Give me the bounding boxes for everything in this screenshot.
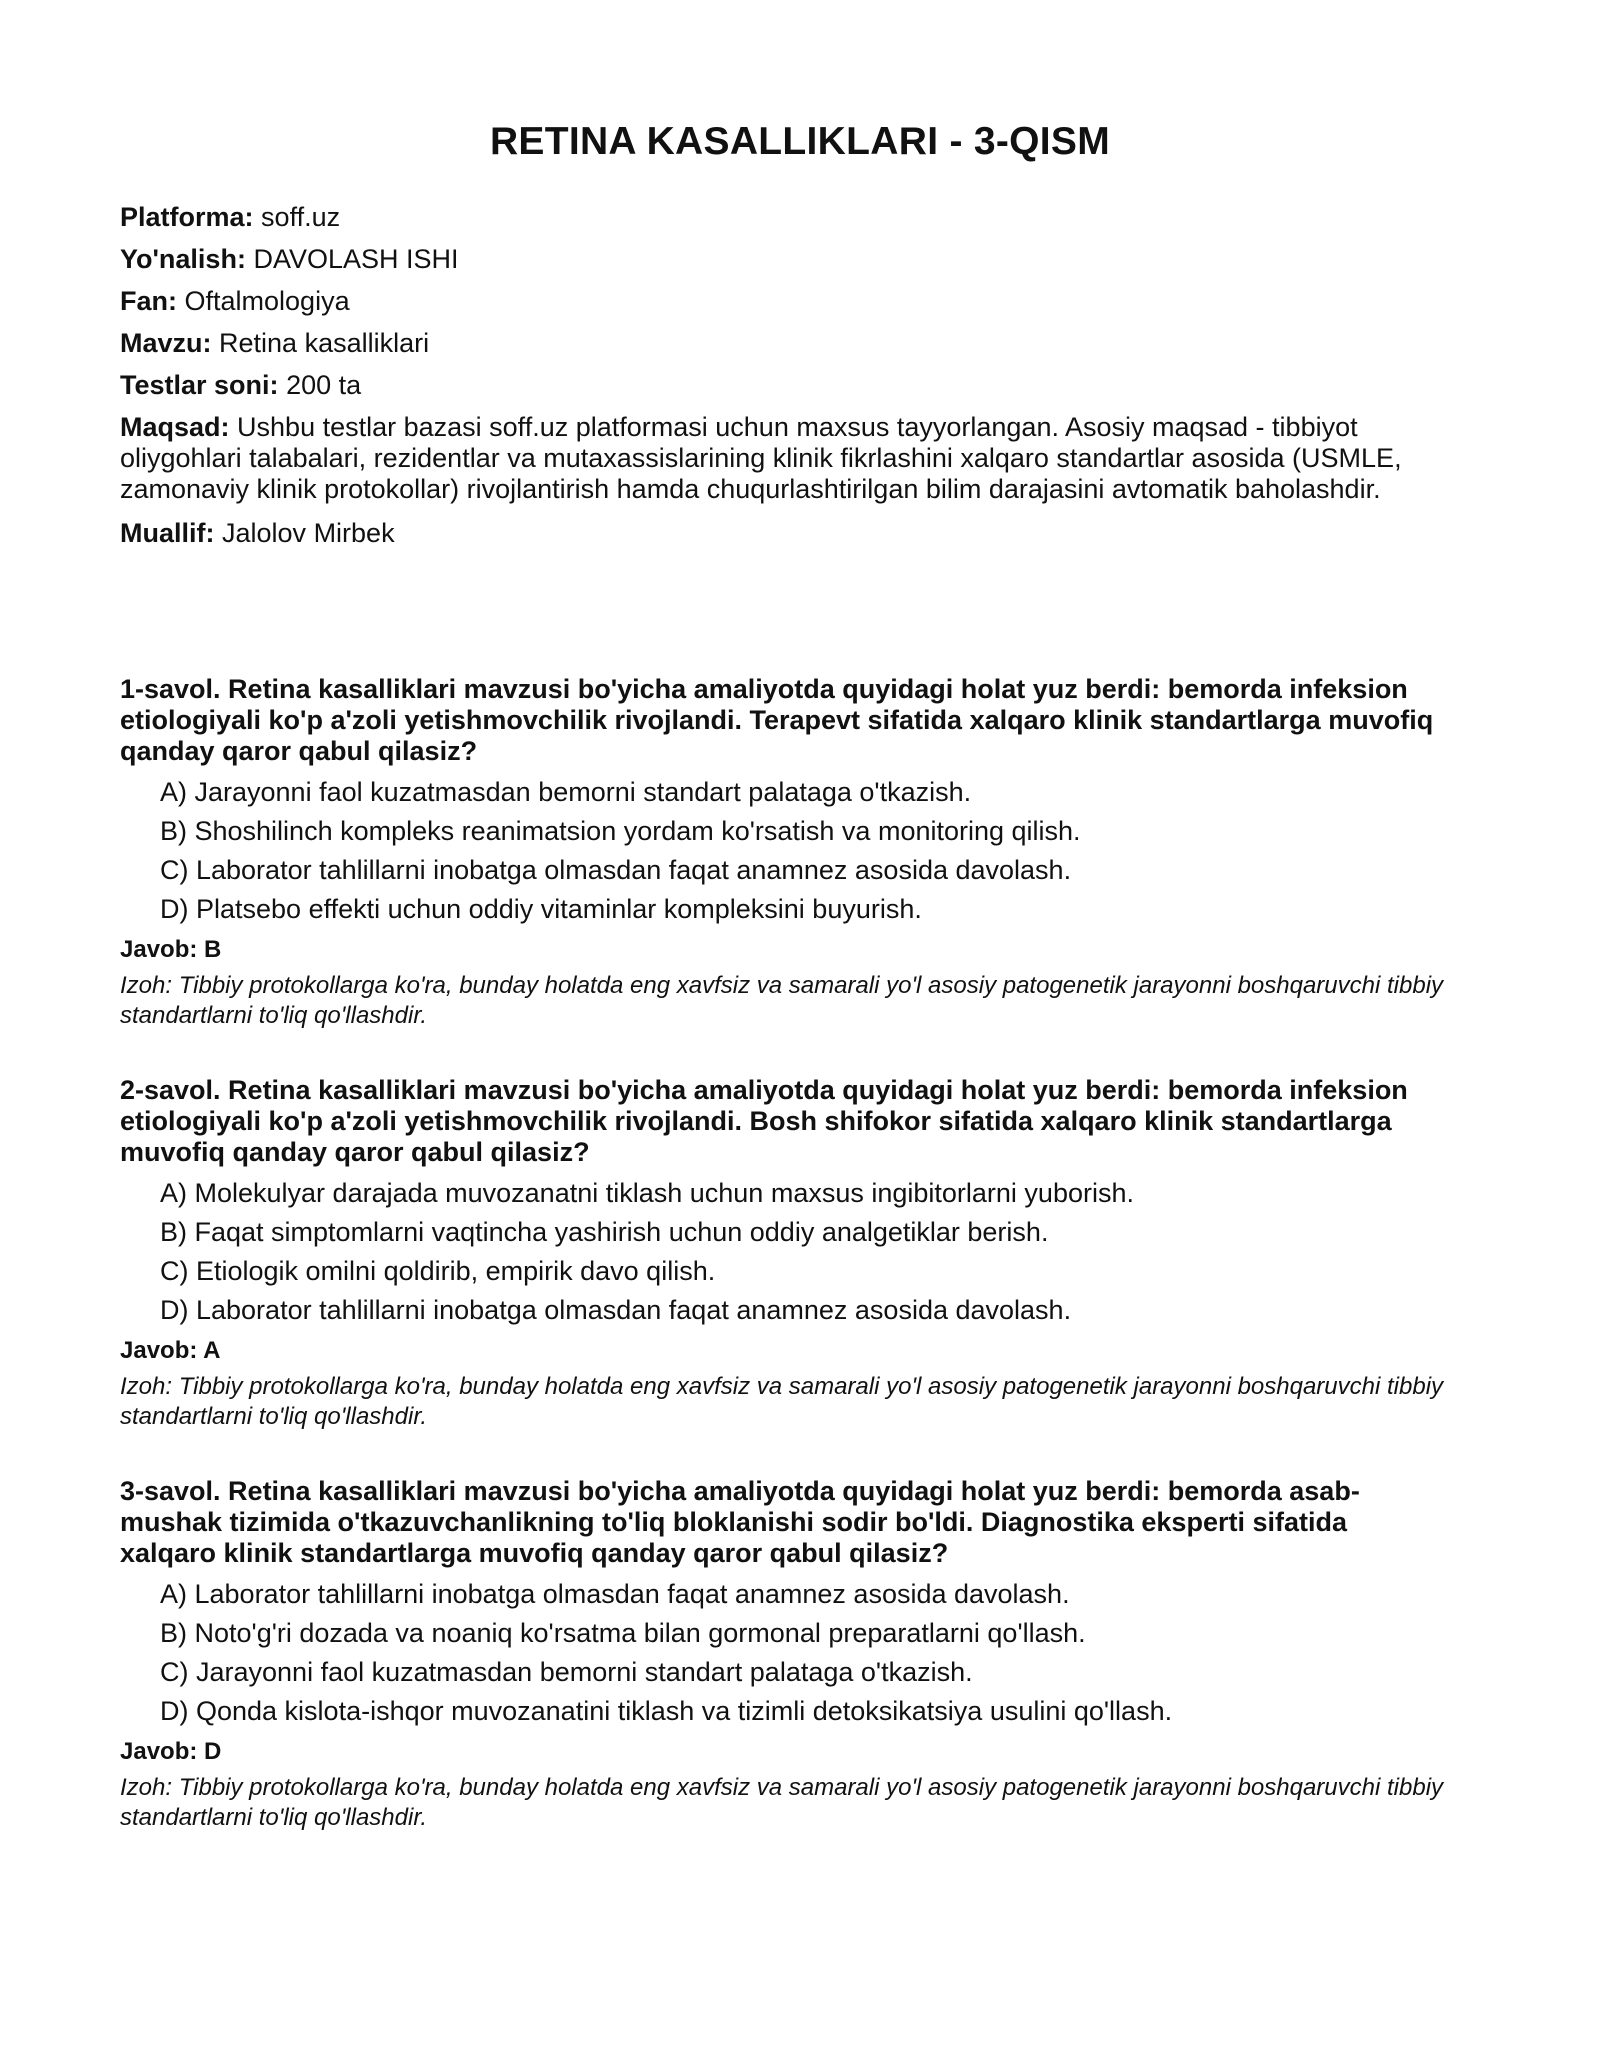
- meta-goal-value: Ushbu testlar bazasi soff.uz platformasi uchun maxsus tayyorlangan. Asosiy maqsad - tibbiyot oliygohlari talabalari, rezidentlar va mutaxassislarining klinik fikrlashini xalqaro standartlar asosida (USMLE, zamonaviy klinik protokollar) rivojlantirish hamda chuqurlashtirilgan bilim darajasini avtomatik baholashdir.: [120, 412, 1402, 504]
- correct-answer: Javob: A: [120, 1337, 221, 1364]
- meta-subject-value: Oftalmologiya: [184, 286, 350, 316]
- question-1: [120, 674, 1450, 1031]
- meta-author-label: Muallif:: [120, 518, 215, 548]
- meta-platform-value: soff.uz: [261, 202, 341, 232]
- explanation: Izoh: Tibbiy protokollarga ko'ra, bunday holatda eng xavfsiz va samarali yo'l asosiy patogenetik jarayonni boshqaruvchi tibbiy standartlarni to'liq qo'llashdir.: [120, 1774, 1444, 1831]
- correct-answer: Javob: D: [120, 1738, 222, 1765]
- meta-topic-label: Mavzu:: [120, 328, 212, 358]
- meta-subject: [120, 286, 1450, 317]
- meta-test-count-value: 200 ta: [286, 370, 362, 400]
- option-a: A) Laborator tahlillarni inobatga olmasdan faqat anamnez asosida davolash.: [160, 1579, 1070, 1609]
- explanation: Izoh: Tibbiy protokollarga ko'ra, bunday holatda eng xavfsiz va samarali yo'l asosiy patogenetik jarayonni boshqaruvchi tibbiy standartlarni to'liq qo'llashdir.: [120, 972, 1444, 1029]
- question-text: 2-savol. Retina kasalliklari mavzusi bo'yicha amaliyotda quyidagi holat yuz berdi: bemorda infeksion etiologiyali ko'p a'zoli yetishmovchilik rivojlandi. Bosh shifokor sifatida xalqaro klinik standartlarga muvofiq qanday qaror qabul qilasiz?: [120, 1075, 1408, 1167]
- meta-goal: [120, 412, 1450, 505]
- answer-options: [120, 1579, 1450, 1727]
- question-3: [120, 1476, 1450, 1833]
- meta-direction: [120, 244, 1450, 275]
- meta-goal-label: Maqsad:: [120, 412, 230, 442]
- option-a: A) Jarayonni faol kuzatmasdan bemorni standart palataga o'tkazish.: [160, 777, 972, 807]
- document-title: RETINA KASALLIKLARI - 3-QISM: [489, 120, 1111, 163]
- metadata-block: [120, 202, 1450, 560]
- option-d: D) Qonda kislota-ishqor muvozanatini tiklash va tizimli detoksikatsiya usulini qo'llash.: [160, 1696, 1173, 1726]
- answer-options: [120, 1178, 1450, 1326]
- meta-author: [120, 518, 1450, 549]
- option-b: B) Shoshilinch kompleks reanimatsion yordam ko'rsatish va monitoring qilish.: [160, 816, 1081, 846]
- meta-platform-label: Platforma:: [120, 202, 254, 232]
- option-d: D) Laborator tahlillarni inobatga olmasdan faqat anamnez asosida davolash.: [160, 1295, 1072, 1325]
- question-list: [120, 674, 1450, 1877]
- option-b: B) Faqat simptomlarni vaqtincha yashirish uchun oddiy analgetiklar berish.: [160, 1217, 1049, 1247]
- meta-subject-label: Fan:: [120, 286, 177, 316]
- question-2: [120, 1075, 1450, 1432]
- option-c: C) Etiologik omilni qoldirib, empirik davo qilish.: [160, 1256, 716, 1286]
- option-d: D) Platsebo effekti uchun oddiy vitaminlar kompleksini buyurish.: [160, 894, 922, 924]
- correct-answer: Javob: B: [120, 936, 222, 963]
- meta-topic-value: Retina kasalliklari: [219, 328, 430, 358]
- meta-platform: [120, 202, 1450, 233]
- question-text: 3-savol. Retina kasalliklari mavzusi bo'yicha amaliyotda quyidagi holat yuz berdi: bemorda asab-mushak tizimida o'tkazuvchanlikning to'liq bloklanishi sodir bo'ldi. Diagnostika eksperti sifatida xalqaro klinik standartlarga muvofiq qanday qaror qabul qilasiz?: [120, 1476, 1360, 1568]
- explanation: Izoh: Tibbiy protokollarga ko'ra, bunday holatda eng xavfsiz va samarali yo'l asosiy patogenetik jarayonni boshqaruvchi tibbiy standartlarni to'liq qo'llashdir.: [120, 1373, 1444, 1430]
- option-c: C) Laborator tahlillarni inobatga olmasdan faqat anamnez asosida davolash.: [160, 855, 1072, 885]
- option-a: A) Molekulyar darajada muvozanatni tiklash uchun maxsus ingibitorlarni yuborish.: [160, 1178, 1134, 1208]
- answer-options: [120, 777, 1450, 925]
- question-text: 1-savol. Retina kasalliklari mavzusi bo'yicha amaliyotda quyidagi holat yuz berdi: bemorda infeksion etiologiyali ko'p a'zoli yetishmovchilik rivojlandi. Terapevt sifatida xalqaro klinik standartlarga muvofiq qanday qaror qabul qilasiz?: [120, 674, 1434, 766]
- meta-topic: [120, 328, 1450, 359]
- meta-direction-label: Yo'nalish:: [120, 244, 246, 274]
- option-c: C) Jarayonni faol kuzatmasdan bemorni standart palataga o'tkazish.: [160, 1657, 973, 1687]
- meta-author-value: Jalolov Mirbek: [222, 518, 395, 548]
- meta-test-count-label: Testlar soni:: [120, 370, 279, 400]
- meta-direction-value: DAVOLASH ISHI: [253, 244, 459, 274]
- option-b: B) Noto'g'ri dozada va noaniq ko'rsatma bilan gormonal preparatlarni qo'llash.: [160, 1618, 1086, 1648]
- meta-test-count: [120, 370, 1450, 401]
